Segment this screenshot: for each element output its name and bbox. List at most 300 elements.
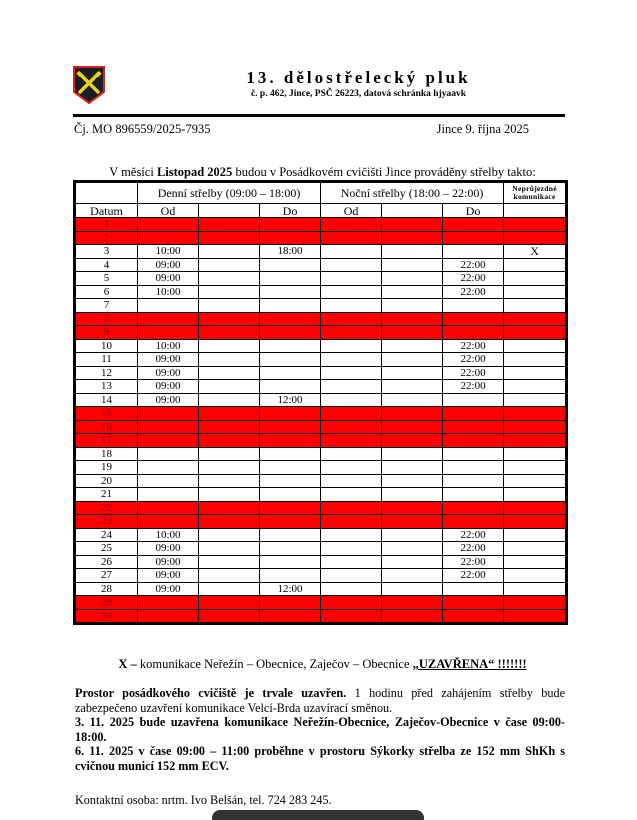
day-mid-cell	[199, 312, 260, 326]
night-from-cell	[321, 542, 382, 556]
table-row	[75, 447, 567, 461]
day-mid-cell	[199, 434, 260, 448]
night-mid-cell	[382, 582, 443, 596]
night-mid-cell	[382, 501, 443, 515]
closed-road-cell	[504, 569, 567, 583]
day-from-cell: 09:00	[138, 272, 199, 286]
day-from-cell	[138, 312, 199, 326]
date-cell: 11	[75, 353, 138, 367]
night-to-cell: 22:00	[443, 569, 504, 583]
legend-line	[0, 657, 637, 672]
day-to-cell	[260, 609, 321, 624]
night-from-cell	[321, 231, 382, 245]
day-mid-cell	[199, 218, 260, 232]
table-row	[75, 434, 567, 448]
date-cell: 10	[75, 339, 138, 353]
table-row	[75, 285, 567, 299]
night-to-cell	[443, 461, 504, 475]
night-mid-cell	[382, 542, 443, 556]
firing-schedule-table	[73, 180, 568, 625]
table-row	[75, 231, 567, 245]
night-mid-cell	[382, 258, 443, 272]
date-cell: 17	[75, 434, 138, 448]
header-divider	[73, 114, 565, 117]
night-mid-cell	[382, 555, 443, 569]
night-to-cell	[443, 501, 504, 515]
closed-road-cell	[504, 542, 567, 556]
day-to-cell	[260, 542, 321, 556]
note-artillery-firing: 6. 11. 2025 v čase 09:00 – 11:00 proběhne v prostoru Sýkorky střelba ze 152 mm ShKh s cvičnou municí 152 mm ECV.	[75, 744, 565, 773]
day-from-cell: 09:00	[138, 582, 199, 596]
day-to-cell: 12:00	[260, 582, 321, 596]
night-from-cell	[321, 339, 382, 353]
day-mid-cell	[199, 569, 260, 583]
day-mid-cell	[199, 596, 260, 610]
closed-road-cell	[504, 231, 567, 245]
day-from-cell: 09:00	[138, 555, 199, 569]
day-from-cell: 10:00	[138, 285, 199, 299]
date-cell: 26	[75, 555, 138, 569]
contact-person: Kontaktní osoba: nrtm. Ivo Belšán, tel. 724 283 245.	[75, 793, 332, 807]
date-cell: 21	[75, 488, 138, 502]
table-row	[75, 407, 567, 421]
night-from-cell	[321, 596, 382, 610]
day-mid-cell	[199, 380, 260, 394]
night-to-cell	[443, 447, 504, 461]
date-cell: 15	[75, 407, 138, 421]
date-cell: 4	[75, 258, 138, 272]
night-mid-cell	[382, 285, 443, 299]
night-to-cell	[443, 420, 504, 434]
date-cell: 12	[75, 366, 138, 380]
table-row	[75, 474, 567, 488]
night-mid-cell	[382, 420, 443, 434]
col-day-mid-header	[199, 204, 260, 218]
night-to-cell: 22:00	[443, 542, 504, 556]
closed-road-cell	[504, 474, 567, 488]
day-to-cell	[260, 555, 321, 569]
night-mid-cell	[382, 353, 443, 367]
day-mid-cell	[199, 326, 260, 340]
night-mid-cell	[382, 218, 443, 232]
closed-road-cell	[504, 218, 567, 232]
night-mid-cell	[382, 407, 443, 421]
night-mid-cell	[382, 461, 443, 475]
day-mid-cell	[199, 258, 260, 272]
schedule-body	[75, 218, 567, 624]
night-from-cell	[321, 515, 382, 529]
closed-road-cell	[504, 393, 567, 407]
date-cell: 20	[75, 474, 138, 488]
night-to-cell	[443, 407, 504, 421]
night-from-cell	[321, 366, 382, 380]
sub-header-row	[75, 204, 567, 218]
night-mid-cell	[382, 447, 443, 461]
date-cell: 28	[75, 582, 138, 596]
day-to-cell	[260, 339, 321, 353]
day-from-cell	[138, 501, 199, 515]
day-from-cell: 09:00	[138, 353, 199, 367]
night-from-cell	[321, 245, 382, 259]
day-from-cell: 09:00	[138, 258, 199, 272]
night-mid-cell	[382, 299, 443, 313]
table-row	[75, 488, 567, 502]
night-mid-cell	[382, 272, 443, 286]
note-road-closure: 3. 11. 2025 bude uzavřena komunikace Neřežín-Obecnice, Zaječov-Obecnice v čase 09:00-18:00.	[75, 715, 565, 744]
legend-status: „UZAVŘENA“ !!!!!!!	[412, 657, 527, 671]
col-date-header: Datum	[75, 204, 138, 218]
date-cell: 25	[75, 542, 138, 556]
closed-road-cell	[504, 447, 567, 461]
day-to-cell	[260, 569, 321, 583]
note-1-bold: Prostor posádkového cvičiště je trvale uzavřen.	[75, 686, 347, 700]
day-mid-cell	[199, 609, 260, 624]
day-mid-cell	[199, 285, 260, 299]
night-to-cell	[443, 245, 504, 259]
day-from-cell: 09:00	[138, 569, 199, 583]
col-closed-header	[504, 204, 567, 218]
day-from-cell: 09:00	[138, 542, 199, 556]
table-row	[75, 272, 567, 286]
day-from-cell	[138, 609, 199, 624]
night-to-cell	[443, 474, 504, 488]
closed-road-cell	[504, 407, 567, 421]
table-row	[75, 380, 567, 394]
night-mid-cell	[382, 474, 443, 488]
table-row	[75, 596, 567, 610]
table-row	[75, 569, 567, 583]
date-cell: 2	[75, 231, 138, 245]
table-row	[75, 258, 567, 272]
day-to-cell	[260, 528, 321, 542]
night-to-cell: 22:00	[443, 285, 504, 299]
note-permanent-closure	[75, 686, 565, 715]
night-mid-cell	[382, 326, 443, 340]
night-from-cell	[321, 380, 382, 394]
day-to-cell: 12:00	[260, 393, 321, 407]
day-mid-cell	[199, 420, 260, 434]
col-night-mid-header	[382, 204, 443, 218]
day-from-cell	[138, 218, 199, 232]
day-to-cell	[260, 218, 321, 232]
intro-after: budou v Posádkovém cvičišti Jince prováděny střelby takto:	[232, 165, 536, 179]
night-from-cell	[321, 582, 382, 596]
group-header-row	[75, 182, 567, 204]
day-to-cell	[260, 312, 321, 326]
night-from-cell	[321, 447, 382, 461]
night-mid-cell	[382, 434, 443, 448]
day-to-cell	[260, 447, 321, 461]
date-cell: 29	[75, 596, 138, 610]
table-row	[75, 366, 567, 380]
day-to-cell	[260, 488, 321, 502]
closed-road-cell	[504, 339, 567, 353]
col-night-from-header: Od	[321, 204, 382, 218]
unit-title: 13. dělostřelecký pluk	[246, 68, 471, 87]
night-from-cell	[321, 353, 382, 367]
night-to-cell	[443, 393, 504, 407]
day-mid-cell	[199, 515, 260, 529]
col-night-to-header: Do	[443, 204, 504, 218]
day-mid-cell	[199, 231, 260, 245]
closed-road-cell: X	[504, 245, 567, 259]
day-to-cell	[260, 272, 321, 286]
intro-month: Listopad 2025	[156, 165, 233, 179]
day-mid-cell	[199, 582, 260, 596]
day-mid-cell	[199, 447, 260, 461]
closed-road-cell	[504, 299, 567, 313]
day-mid-cell	[199, 542, 260, 556]
intro-before: V měsíci	[109, 165, 157, 179]
day-to-cell	[260, 501, 321, 515]
table-row	[75, 555, 567, 569]
day-to-cell	[260, 380, 321, 394]
night-from-cell	[321, 407, 382, 421]
day-from-cell	[138, 515, 199, 529]
closed-road-cell	[504, 555, 567, 569]
day-mid-cell	[199, 528, 260, 542]
night-mid-cell	[382, 339, 443, 353]
table-row	[75, 299, 567, 313]
closed-road-cell	[504, 366, 567, 380]
day-to-cell	[260, 596, 321, 610]
closed-road-cell	[504, 258, 567, 272]
night-mid-cell	[382, 245, 443, 259]
night-from-cell	[321, 488, 382, 502]
night-to-cell: 22:00	[443, 353, 504, 367]
closed-roads-header: Neprůjezdné komunikace	[504, 182, 567, 204]
day-from-cell: 10:00	[138, 339, 199, 353]
night-from-cell	[321, 420, 382, 434]
day-from-cell: 10:00	[138, 528, 199, 542]
day-mid-cell	[199, 555, 260, 569]
night-from-cell	[321, 218, 382, 232]
day-from-cell	[138, 231, 199, 245]
night-to-cell	[443, 488, 504, 502]
day-from-cell: 09:00	[138, 366, 199, 380]
date-cell: 13	[75, 380, 138, 394]
closed-road-cell	[504, 326, 567, 340]
notes-section	[75, 686, 565, 773]
closed-road-cell	[504, 285, 567, 299]
night-to-cell	[443, 312, 504, 326]
night-from-cell	[321, 312, 382, 326]
date-cell: 6	[75, 285, 138, 299]
night-from-cell	[321, 285, 382, 299]
date-cell: 9	[75, 326, 138, 340]
night-from-cell	[321, 326, 382, 340]
day-to-cell	[260, 461, 321, 475]
day-mid-cell	[199, 339, 260, 353]
table-row	[75, 420, 567, 434]
night-mid-cell	[382, 393, 443, 407]
table-row	[75, 501, 567, 515]
table-row	[75, 312, 567, 326]
day-to-cell	[260, 434, 321, 448]
date-cell: 14	[75, 393, 138, 407]
col-day-to-header: Do	[260, 204, 321, 218]
closed-road-cell	[504, 353, 567, 367]
blank-header-cell	[75, 182, 138, 204]
night-mid-cell	[382, 609, 443, 624]
night-mid-cell	[382, 231, 443, 245]
night-to-cell: 22:00	[443, 555, 504, 569]
day-mid-cell	[199, 366, 260, 380]
night-to-cell: 22:00	[443, 366, 504, 380]
table-row	[75, 326, 567, 340]
table-row	[75, 218, 567, 232]
night-firing-header: Noční střelby (18:00 – 22:00)	[321, 182, 504, 204]
closed-road-cell	[504, 420, 567, 434]
day-from-cell	[138, 488, 199, 502]
closed-road-cell	[504, 434, 567, 448]
night-to-cell: 22:00	[443, 339, 504, 353]
intro-sentence	[0, 165, 637, 180]
night-to-cell	[443, 609, 504, 624]
night-mid-cell	[382, 488, 443, 502]
closed-road-cell	[504, 461, 567, 475]
night-from-cell	[321, 609, 382, 624]
night-to-cell: 22:00	[443, 528, 504, 542]
closed-road-cell	[504, 609, 567, 624]
day-mid-cell	[199, 488, 260, 502]
day-from-cell	[138, 596, 199, 610]
date-cell: 7	[75, 299, 138, 313]
night-from-cell	[321, 528, 382, 542]
table-row	[75, 515, 567, 529]
table-row	[75, 542, 567, 556]
day-to-cell	[260, 366, 321, 380]
day-from-cell	[138, 447, 199, 461]
day-from-cell	[138, 326, 199, 340]
day-from-cell	[138, 299, 199, 313]
day-to-cell	[260, 407, 321, 421]
night-mid-cell	[382, 312, 443, 326]
date-cell: 18	[75, 447, 138, 461]
night-mid-cell	[382, 380, 443, 394]
date-cell: 30	[75, 609, 138, 624]
table-row	[75, 461, 567, 475]
night-mid-cell	[382, 569, 443, 583]
closed-road-cell	[504, 582, 567, 596]
day-to-cell	[260, 353, 321, 367]
night-to-cell	[443, 515, 504, 529]
date-cell: 3	[75, 245, 138, 259]
table-row	[75, 528, 567, 542]
date-cell: 24	[75, 528, 138, 542]
day-to-cell	[260, 515, 321, 529]
legend-text: komunikace Neřežín – Obecnice, Zaječov – Obecnice	[136, 657, 413, 671]
table-row	[75, 353, 567, 367]
night-to-cell	[443, 299, 504, 313]
table-row	[75, 582, 567, 596]
night-to-cell	[443, 231, 504, 245]
day-mid-cell	[199, 299, 260, 313]
night-to-cell: 22:00	[443, 272, 504, 286]
day-mid-cell	[199, 353, 260, 367]
date-cell: 16	[75, 420, 138, 434]
day-to-cell	[260, 326, 321, 340]
night-mid-cell	[382, 366, 443, 380]
date-cell: 8	[75, 312, 138, 326]
night-from-cell	[321, 258, 382, 272]
date-cell: 23	[75, 515, 138, 529]
viewer-toolbar[interactable]	[212, 810, 424, 820]
day-firing-header: Denní střelby (09:00 – 18:00)	[138, 182, 321, 204]
night-from-cell	[321, 393, 382, 407]
day-from-cell	[138, 420, 199, 434]
night-from-cell	[321, 569, 382, 583]
night-from-cell	[321, 501, 382, 515]
day-mid-cell	[199, 501, 260, 515]
night-to-cell: 22:00	[443, 380, 504, 394]
closed-road-cell	[504, 272, 567, 286]
night-mid-cell	[382, 515, 443, 529]
date-cell: 1	[75, 218, 138, 232]
day-to-cell	[260, 420, 321, 434]
unit-address: č. p. 462, Jince, PSČ 26223, datová schránka hjyaavk	[250, 89, 467, 99]
day-from-cell: 09:00	[138, 393, 199, 407]
closed-road-cell	[504, 501, 567, 515]
legend-symbol: X –	[118, 657, 137, 671]
closed-road-cell	[504, 596, 567, 610]
day-mid-cell	[199, 461, 260, 475]
night-to-cell: 22:00	[443, 258, 504, 272]
night-from-cell	[321, 461, 382, 475]
night-from-cell	[321, 434, 382, 448]
note-1-rest: 1 hodinu před zahájením střelby bude zabezpečeno uzavření komunikace Velcí-Brda uzavírací směnou.	[75, 686, 565, 715]
night-mid-cell	[382, 528, 443, 542]
night-to-cell	[443, 326, 504, 340]
night-mid-cell	[382, 596, 443, 610]
reference-number: Čj. MO 896559/2025-7935	[74, 122, 211, 136]
table-row	[75, 393, 567, 407]
night-to-cell	[443, 596, 504, 610]
date-cell: 5	[75, 272, 138, 286]
day-to-cell	[260, 299, 321, 313]
night-from-cell	[321, 474, 382, 488]
day-to-cell	[260, 231, 321, 245]
table-row	[75, 609, 567, 624]
night-to-cell	[443, 218, 504, 232]
closed-road-cell	[504, 488, 567, 502]
day-mid-cell	[199, 474, 260, 488]
night-from-cell	[321, 272, 382, 286]
day-mid-cell	[199, 393, 260, 407]
day-to-cell: 18:00	[260, 245, 321, 259]
day-to-cell	[260, 258, 321, 272]
day-from-cell: 10:00	[138, 245, 199, 259]
day-from-cell	[138, 461, 199, 475]
closed-road-cell	[504, 528, 567, 542]
day-mid-cell	[199, 245, 260, 259]
day-from-cell	[138, 474, 199, 488]
day-mid-cell	[199, 272, 260, 286]
col-day-from-header: Od	[138, 204, 199, 218]
closed-road-cell	[504, 515, 567, 529]
day-from-cell	[138, 407, 199, 421]
day-from-cell: 09:00	[138, 380, 199, 394]
date-cell: 27	[75, 569, 138, 583]
day-to-cell	[260, 285, 321, 299]
day-mid-cell	[199, 407, 260, 421]
table-row	[75, 339, 567, 353]
night-to-cell	[443, 434, 504, 448]
place-date: Jince 9. října 2025	[436, 122, 529, 136]
night-to-cell	[443, 582, 504, 596]
night-from-cell	[321, 299, 382, 313]
closed-road-cell	[504, 380, 567, 394]
